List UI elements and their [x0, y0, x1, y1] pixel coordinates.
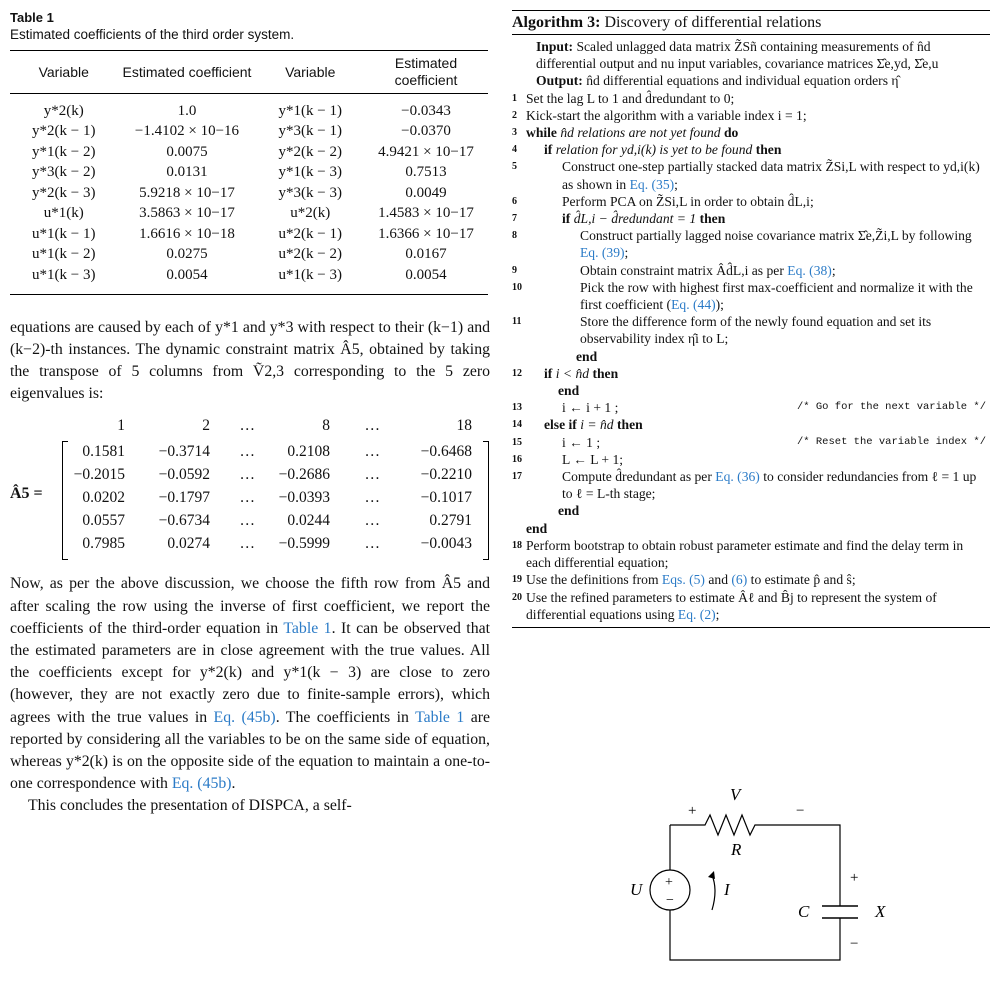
algorithm-input	[512, 38, 990, 72]
end-keyword: end	[576, 348, 598, 364]
table-row	[10, 183, 488, 204]
label-I: I	[724, 880, 730, 899]
coefficient-cell: 1.4583 × 10−17	[378, 205, 474, 222]
equation-link[interactable]: Eqs. (5)	[661, 572, 705, 588]
left-column	[10, 0, 490, 818]
table-row	[10, 204, 488, 225]
coefficient-cell: 1.6616 × 10−18	[139, 225, 235, 242]
line-text: ;	[831, 262, 836, 278]
matrix-cell: 0.0557	[82, 512, 125, 530]
table-row	[10, 163, 488, 184]
line-number: 17	[512, 471, 522, 483]
label-V-minus: −	[796, 803, 805, 819]
variable-cell: u*2(k)	[290, 205, 331, 222]
algorithm-line	[512, 193, 990, 210]
table-row	[10, 142, 488, 163]
variable-cell: y*3(k − 2)	[32, 164, 96, 181]
variable-cell: y*2(k − 1)	[32, 123, 96, 140]
coefficient-cell: 5.9218 × 10−17	[139, 184, 235, 201]
matrix-cell: −0.0592	[158, 466, 210, 484]
variable-cell: u*1(k − 3)	[10, 265, 118, 294]
matrix-cell: 0.0202	[82, 489, 125, 507]
matrix-cell: −0.0043	[420, 535, 472, 553]
coefficient-cell: 0.0049	[405, 184, 447, 201]
line-text: L ← L + 1;	[562, 451, 624, 467]
line-text: Store the difference form of the newly found equation and set its observability index η̂i to L;	[580, 314, 932, 347]
line-text: Construct partially lagged noise covariance matrix Σ̂e,Z̃i,L by following	[580, 228, 972, 244]
table-row	[10, 245, 488, 266]
algorithm-line	[512, 313, 990, 347]
line-text: Obtain constraint matrix Âd̂L,i as per	[580, 262, 788, 278]
line-number: 2	[512, 109, 517, 121]
coefficient-cell: 1.0	[177, 102, 197, 119]
line-text: Construct one-step partially stacked data matrix Z̃Si,L with respect to yd,i(k) as shown in	[562, 159, 980, 192]
label-V-plus: +	[688, 803, 697, 819]
variable-cell: u*1(k − 3)	[257, 265, 365, 294]
algorithm-line	[512, 571, 990, 588]
algorithm-line	[512, 279, 990, 313]
col-variable-1: Variable	[10, 51, 118, 94]
matrix-cell: −0.1797	[158, 489, 210, 507]
coefficient-cell: 0.0275	[166, 246, 208, 263]
keyword: else if	[544, 417, 577, 433]
col-coef-1: Estimated coefficient	[118, 51, 257, 94]
algorithm-line	[512, 399, 990, 416]
line-text: i < n̂d	[555, 365, 590, 381]
coefficient-cell: 1.6366 × 10−17	[378, 225, 474, 242]
matrix-column-index: 1	[117, 417, 125, 435]
link-table-1[interactable]: Table 1	[283, 619, 332, 637]
line-text: ;	[715, 606, 720, 622]
variable-cell: y*2(k − 2)	[278, 143, 342, 160]
variable-cell: u*1(k − 2)	[32, 246, 96, 263]
line-text: and	[704, 572, 732, 588]
line-number: 15	[512, 436, 522, 448]
matrix-cell: −0.2686	[278, 466, 330, 484]
line-number: 6	[512, 195, 517, 207]
line-number: 10	[512, 281, 522, 293]
keyword: if	[562, 211, 571, 227]
line-number: 19	[512, 574, 522, 586]
matrix-column-index: 18	[456, 417, 472, 435]
matrix-right-bracket	[483, 441, 489, 560]
coefficients-table	[10, 50, 488, 295]
line-number: 20	[512, 591, 522, 603]
p2-text-3: . The coefficients in	[275, 708, 416, 726]
matrix-label: Â5 =	[10, 485, 43, 503]
variable-cell: u*2(k − 2)	[278, 246, 342, 263]
line-number: 18	[512, 539, 522, 551]
matrix-cell: …	[364, 466, 380, 484]
matrix-cell: −0.2015	[73, 466, 125, 484]
algorithm-line	[512, 124, 990, 141]
algorithm-line	[512, 434, 990, 451]
matrix-cell: 0.0244	[287, 512, 330, 530]
p2-text-4: are reported by considering all the variables to be on the same side of equation, whereas y*2(k) is on the opposite side of the equation to maintain a one-to-one correspondence with	[10, 708, 491, 793]
matrix-cell: …	[364, 489, 380, 507]
coefficient-cell: 0.0131	[166, 164, 208, 181]
algorithm-number: Algorithm 3:	[512, 14, 601, 31]
keyword: then	[617, 417, 643, 433]
link-eq-45b[interactable]: Eq. (45b)	[213, 708, 276, 726]
matrix-cell: −0.6468	[420, 443, 472, 461]
p2-text-5: .	[231, 775, 236, 793]
label-X-minus: −	[850, 936, 859, 952]
label-X-plus: +	[850, 870, 859, 886]
label-R: R	[731, 840, 742, 859]
keyword: if	[544, 142, 553, 158]
link-eq-45b-b[interactable]: Eq. (45b)	[171, 775, 232, 793]
table-row	[10, 122, 488, 143]
line-text: Set the lag L to 1 and d̂redundant to 0;	[526, 90, 735, 106]
algorithm-line	[512, 141, 990, 158]
line-text: to consider redundancies from ℓ = 1 up to ℓ = L-th stage;	[562, 469, 977, 502]
equation-link[interactable]: Eq. (36)	[715, 469, 760, 485]
matrix-column-index: …	[239, 417, 255, 435]
algorithm-line	[512, 416, 990, 433]
table-row	[10, 224, 488, 245]
algorithm-line	[512, 589, 990, 623]
algorithm-line	[512, 468, 990, 502]
keyword: if	[544, 365, 553, 381]
matrix-cell: −0.2210	[420, 466, 472, 484]
table-body	[10, 94, 488, 295]
coefficient-cell: 0.0054	[118, 265, 257, 294]
line-text: Compute d̂redundant as per	[562, 469, 716, 485]
algorithm-lines	[512, 90, 990, 623]
label-V: V	[730, 785, 741, 804]
line-text: to estimate p̂ and ŝ;	[747, 572, 856, 588]
line-text: );	[715, 297, 724, 313]
line-text: i ← i + 1 ;	[562, 400, 619, 416]
line-number: 13	[512, 402, 522, 414]
matrix-cell: …	[364, 443, 380, 461]
line-number: 3	[512, 127, 517, 139]
col-coef-2: Estimated coefficient	[364, 51, 488, 94]
algorithm-line	[512, 262, 990, 279]
matrix-cell: −0.5999	[278, 535, 330, 553]
algorithm-name: Discovery of differential relations	[604, 14, 822, 31]
p2-text-2: . It can be observed that the estimated parameters are in close agreement with the true values. All the coefficients except for y*2(k) and y*1(k − 3) are close to zero (however, they are not exactly zero due to finite-sample errors), which agrees with the true values in	[10, 619, 490, 726]
resistor-icon	[670, 815, 770, 835]
equation-link[interactable]: Eq. (44)	[671, 297, 716, 313]
line-number: 1	[512, 92, 517, 104]
matrix-cell: …	[239, 466, 255, 484]
output-label: Output:	[536, 73, 583, 89]
current-arrow-icon	[712, 875, 715, 910]
line-number: 11	[512, 316, 522, 328]
algorithm-body	[512, 35, 990, 627]
input-text: Scaled unlagged data matrix Z̃Sñ containing measurements of n̂d differential output and nu input variables, covariance matrices Σ̂e,yd, Σ̂e,u	[536, 39, 939, 72]
coefficient-cell: 0.7513	[405, 164, 447, 181]
source-minus: −	[666, 893, 674, 908]
variable-cell: y*2(k)	[43, 102, 84, 119]
algorithm-output	[512, 72, 990, 89]
coefficient-cell: −0.0343	[401, 102, 451, 119]
matrix-cell: 0.2791	[429, 512, 472, 530]
algorithm-line	[512, 90, 990, 107]
keyword: then	[592, 365, 619, 381]
source-plus: +	[665, 875, 673, 890]
line-text: Use the definitions from	[526, 572, 662, 588]
matrix-column-index: 8	[322, 417, 330, 435]
label-U: U	[630, 880, 643, 899]
line-text: Perform bootstrap to obtain robust parameter estimate and find the delay term in each differential equation;	[526, 537, 964, 571]
line-text: d̂L,i − d̂redundant = 1	[573, 211, 697, 227]
matrix-cell: 0.7985	[82, 535, 125, 553]
line-text: Kick-start the algorithm with a variable index i = 1;	[526, 107, 807, 123]
table-row	[10, 94, 488, 122]
equation-link[interactable]: Eq. (38)	[787, 262, 832, 278]
variable-cell: y*1(k − 2)	[32, 143, 96, 160]
variable-cell: y*2(k − 3)	[32, 184, 96, 201]
table-caption: Estimated coefficients of the third order system.	[10, 27, 295, 42]
matrix-cell: −0.0393	[278, 489, 330, 507]
coefficient-cell: 0.0075	[166, 143, 208, 160]
right-column	[512, 0, 990, 628]
input-label: Input:	[536, 39, 574, 54]
variable-cell: u*2(k − 1)	[278, 225, 342, 242]
coefficient-cell: −1.4102 × 10−16	[134, 123, 240, 140]
coefficient-cell: 0.0054	[364, 265, 488, 294]
coefficient-cell: 4.9421 × 10−17	[378, 143, 474, 160]
keyword: then	[699, 211, 726, 227]
coefficient-cell: 0.0167	[405, 246, 447, 263]
line-text: i ← 1 ;	[562, 434, 601, 450]
matrix-cell: −0.6734	[158, 512, 210, 530]
line-text: n̂d relations are not yet found	[560, 125, 721, 141]
algorithm-line	[512, 210, 990, 227]
algorithm-line	[512, 227, 990, 261]
line-text: ;	[624, 245, 629, 261]
line-text: ;	[674, 176, 678, 192]
line-number: 16	[512, 453, 522, 465]
coefficient-cell: 3.5863 × 10−17	[139, 205, 235, 222]
algorithm-3	[512, 10, 990, 628]
line-number: 14	[512, 419, 522, 431]
line-number: 9	[512, 264, 517, 276]
equation-link[interactable]: Eq. (2)	[677, 606, 716, 622]
variable-cell: y*1(k − 3)	[278, 164, 342, 181]
matrix-cell: −0.3714	[158, 443, 210, 461]
matrix-cell: …	[364, 512, 380, 530]
label-C: C	[798, 902, 810, 921]
rc-circuit-diagram	[600, 770, 900, 980]
line-number: 7	[512, 213, 517, 225]
keyword: while	[526, 125, 557, 141]
paragraph-3: This concludes the presentation of DISPCA, a self-	[28, 797, 352, 815]
line-text: Use the refined parameters to estimate Âℓ and B̂j to represent the system of differential equations using	[526, 589, 937, 622]
capacitor-icon	[822, 906, 858, 918]
variable-cell: y*3(k − 1)	[278, 123, 342, 140]
matrix-A5	[10, 415, 490, 565]
algorithm-title	[512, 11, 990, 35]
p2-text-1: Now, as per the above discussion, we choose the fifth row from Â5 and after scaling the row using the inverse of first coefficient, we report the coefficients of the third-order equation in	[10, 575, 490, 637]
variable-cell: u*1(k)	[43, 205, 84, 222]
algorithm-line	[512, 537, 990, 571]
matrix-cell: −0.1017	[420, 489, 472, 507]
table-row	[10, 265, 488, 294]
end-keyword: end	[526, 520, 548, 536]
keyword: then	[755, 142, 782, 158]
line-number: 8	[512, 230, 517, 242]
coefficient-cell: −0.0370	[401, 123, 451, 140]
label-X: X	[875, 902, 886, 921]
table-title: Table 1	[10, 10, 54, 25]
paragraph-1: equations are caused by each of y*1 and y*3 with respect to their (k−1) and (k−2)-th instances. The dynamic constraint matrix Â5, obtained by taking the transpose of 5 columns from Ṽ2,3 corresponding to the 5 zero eigenvalues is:	[10, 318, 490, 403]
line-number: 4	[512, 144, 517, 156]
equation-link[interactable]: Eq. (35)	[629, 176, 675, 192]
col-variable-2: Variable	[257, 51, 365, 94]
line-text: Pick the row with highest first max-coefficient and normalize it with the first coefficient (	[580, 279, 973, 313]
matrix-cell: …	[239, 489, 255, 507]
line-comment: /* Reset the variable index */	[796, 435, 986, 448]
equation-link[interactable]: Eq. (39)	[580, 245, 625, 261]
matrix-column-index: 2	[202, 417, 210, 435]
matrix-cell: 0.0274	[167, 535, 210, 553]
algorithm-line	[512, 451, 990, 468]
output-text: n̂d differential equations and individual equation orders η̂	[586, 73, 899, 89]
matrix-cell: …	[239, 535, 255, 553]
line-text: relation for yd,i(k) is yet to be found	[555, 142, 753, 158]
equation-link[interactable]: (6)	[731, 572, 748, 588]
algorithm-line	[512, 107, 990, 124]
variable-cell: y*3(k − 3)	[278, 184, 342, 201]
end-keyword: end	[558, 383, 580, 399]
variable-cell: y*1(k − 1)	[278, 102, 342, 119]
matrix-cell: …	[364, 535, 380, 553]
matrix-cell: 0.1581	[82, 443, 125, 461]
keyword: do	[724, 125, 739, 141]
line-comment: /* Go for the next variable */	[796, 401, 986, 414]
matrix-cell: 0.2108	[287, 443, 330, 461]
variable-cell: u*1(k − 1)	[32, 225, 96, 242]
line-text: Perform PCA on Z̃Si,L in order to obtain d̂L,i;	[562, 193, 814, 209]
line-number: 12	[512, 367, 522, 379]
paragraph-2	[10, 573, 490, 795]
algorithm-line	[512, 365, 990, 382]
end-keyword: end	[558, 503, 580, 519]
matrix-column-index: …	[364, 417, 380, 435]
matrix-cell: …	[239, 512, 255, 530]
line-number: 5	[512, 161, 517, 173]
line-text: i = n̂d	[580, 417, 614, 433]
link-table-1-b[interactable]: Table 1	[415, 708, 465, 726]
algorithm-line	[512, 158, 990, 192]
matrix-cell: …	[239, 443, 255, 461]
